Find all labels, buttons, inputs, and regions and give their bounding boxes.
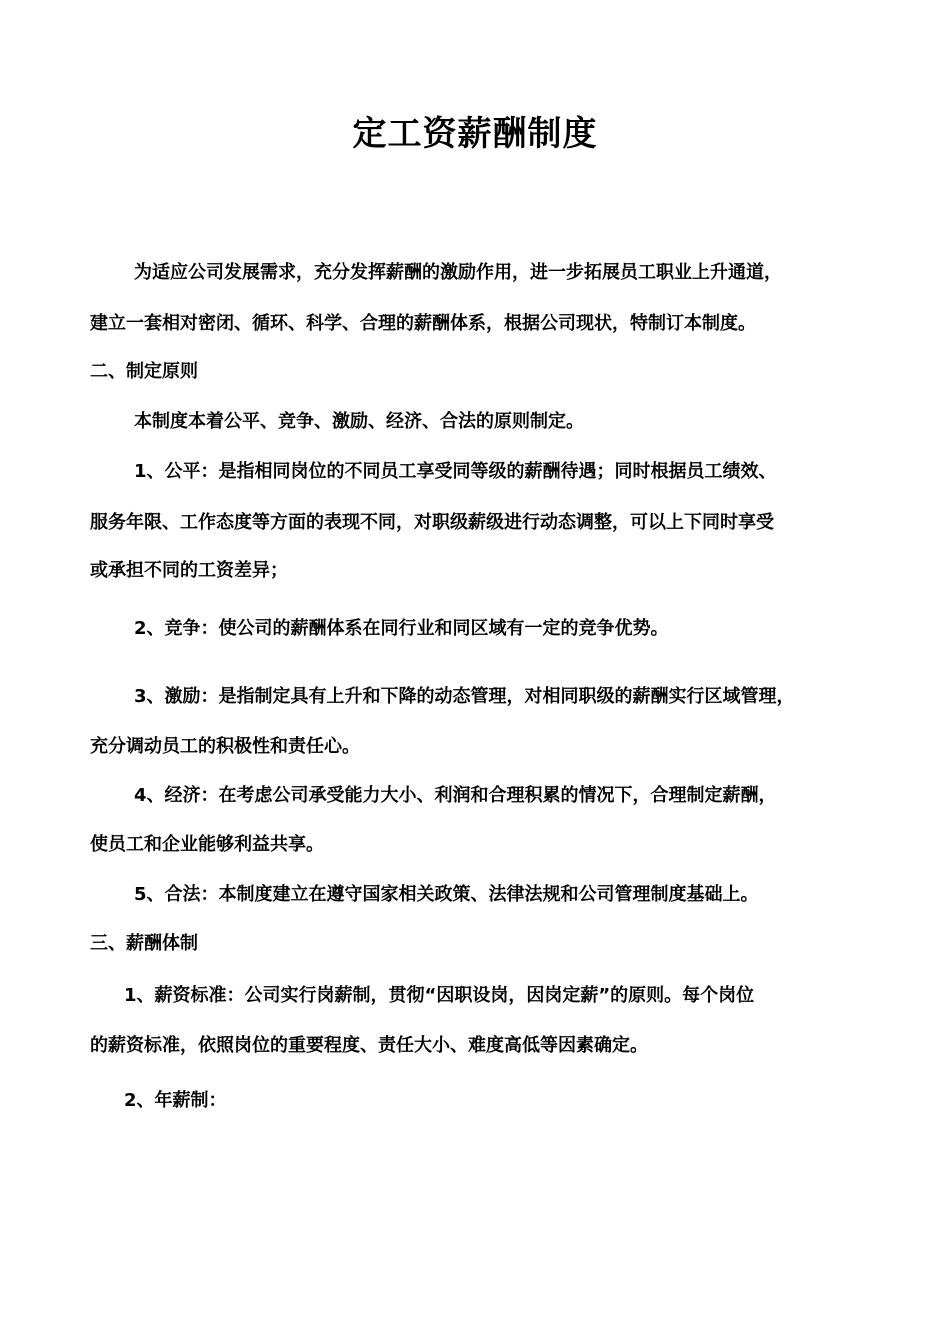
principle-1-line-3: 或承担不同的工资差异； — [90, 560, 288, 581]
principle-1-line-2: 服务年限、工作态度等方面的表现不同，对职级薪级进行动态调整，可以上下同时享受 — [90, 512, 774, 533]
principle-2: 2、竞争：使公司的薪酬体系在同行业和同区域有一定的竞争优势。 — [134, 618, 669, 639]
principle-4-line-1: 4、经济：在考虑公司承受能力大小、利润和合理积累的情况下，合理制定薪酬， — [134, 785, 777, 806]
principle-3-line-2: 充分调动员工的积极性和责任心。 — [90, 736, 360, 757]
section-heading-principles: 二、制定原则 — [90, 361, 198, 382]
principle-5: 5、合法：本制度建立在遵守国家相关政策、法律法规和公司管理制度基础上。 — [134, 884, 759, 905]
document-title: 定工资薪酬制度 — [352, 114, 598, 154]
section-heading-salary-system: 三、薪酬体制 — [90, 933, 198, 954]
principle-4-line-2: 使员工和企业能够利益共享。 — [90, 834, 324, 855]
principle-1-line-1: 1、公平：是指相同岗位的不同员工享受同等级的薪酬待遇；同时根据员工绩效、 — [134, 461, 777, 482]
intro-line-2: 建立一套相对密闭、循环、科学、合理的薪酬体系，根据公司现状，特制订本制度。 — [90, 313, 756, 334]
principle-3-line-1: 3、激励：是指制定具有上升和下降的动态管理，对相同职级的薪酬实行区域管理， — [134, 686, 795, 707]
intro-line-1: 为适应公司发展需求，充分发挥薪酬的激励作用，进一步拓展员工职业上升通道， — [134, 262, 782, 283]
salary-standard-line-2: 的薪资标准，依照岗位的重要程度、责任大小、难度高低等因素确定。 — [90, 1035, 648, 1056]
annual-salary-item: 2、年薪制： — [124, 1090, 227, 1111]
principles-intro: 本制度本着公平、竞争、激励、经济、合法的原则制定。 — [134, 411, 584, 432]
salary-standard-line-1: 1、薪资标准：公司实行岗薪制，贯彻“因职设岗，因岗定薪”的原则。每个岗位 — [124, 985, 755, 1006]
